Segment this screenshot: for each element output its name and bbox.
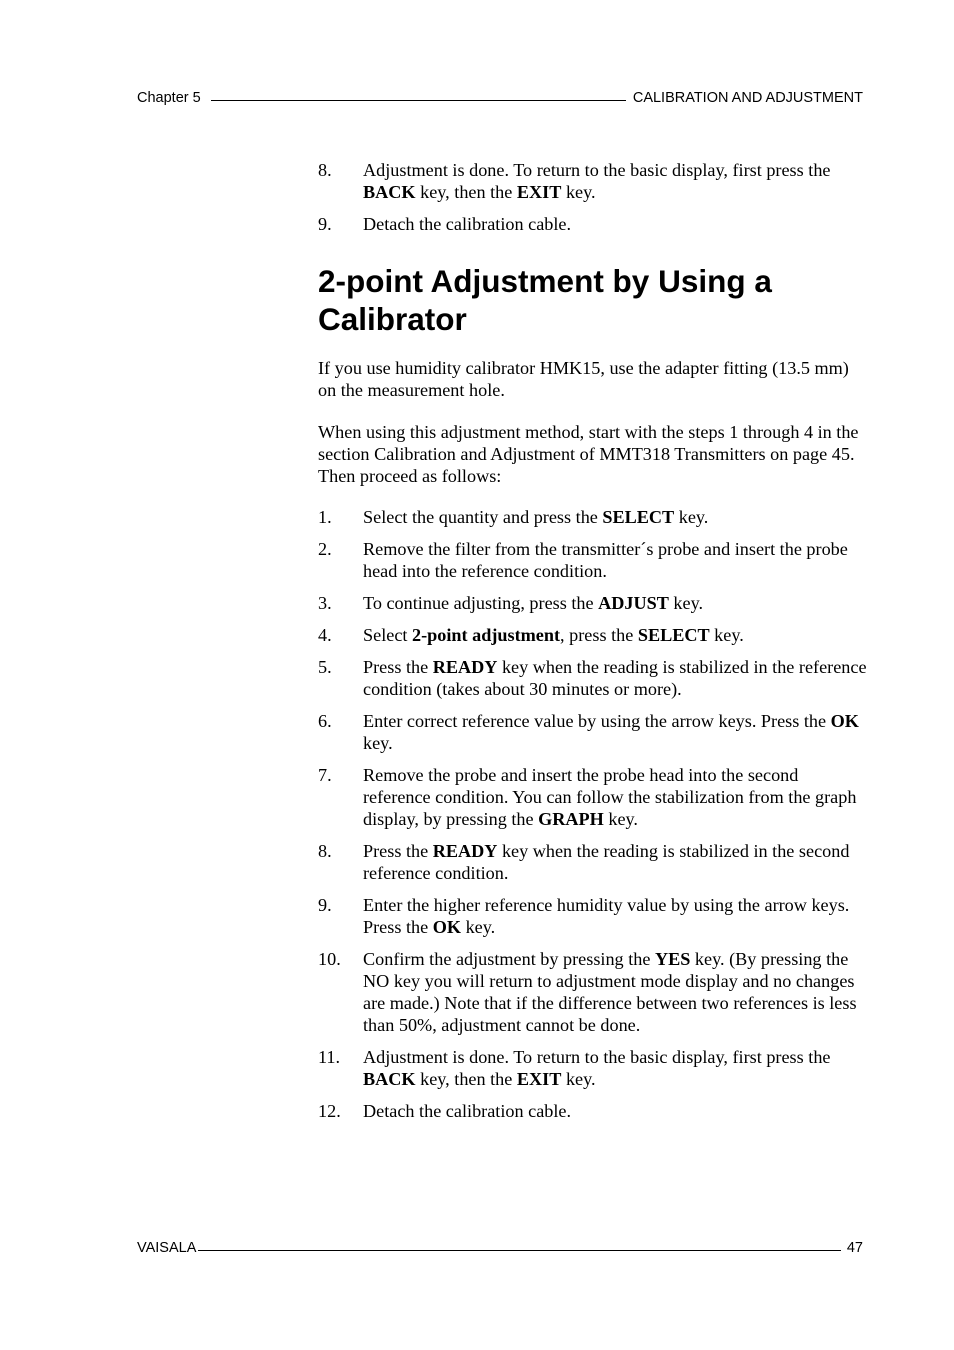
text-segment: key. (561, 1069, 596, 1089)
step-text (363, 538, 868, 582)
step-number: 1. (318, 507, 332, 527)
list-item (318, 656, 868, 700)
section-heading (318, 262, 878, 338)
key-name: GRAPH (538, 809, 604, 829)
step-text (363, 764, 868, 830)
list-item (318, 948, 868, 1036)
step-number: 6. (318, 711, 332, 731)
text-segment: Select (363, 625, 412, 645)
text-segment: Remove the probe and insert the probe head into the second reference condition. You can follow the stabilization from the graph display, by pressing the (363, 765, 857, 829)
text-segment: Remove the filter from the transmitter´s probe and insert the probe head into the reference condition. (363, 539, 848, 581)
step-number: 8. (318, 160, 332, 180)
step-text (363, 159, 868, 203)
key-name: 2-point adjustment (412, 625, 561, 645)
key-name: BACK (363, 182, 416, 202)
step-number: 8. (318, 841, 332, 861)
key-name: BACK (363, 1069, 416, 1089)
key-name: READY (432, 841, 498, 861)
text-segment: key. (603, 809, 638, 829)
step-number: 12. (318, 1101, 341, 1121)
step-number: 9. (318, 895, 332, 915)
text-segment: Enter correct reference value by using the arrow keys. Press the (363, 711, 831, 731)
list-item (318, 894, 868, 938)
text-segment: , press the (560, 625, 638, 645)
company-name: VAISALA (137, 1240, 197, 1256)
text-segment: key. (363, 733, 393, 753)
step-text (363, 894, 868, 938)
list-item (318, 840, 868, 884)
text-segment: Select the quantity and press the (363, 507, 603, 527)
text-segment: To continue adjusting, press the (363, 593, 599, 613)
step-number: 9. (318, 214, 332, 234)
key-name: SELECT (602, 507, 675, 527)
heading-line-1: 2-point Adjustment by Using a (318, 263, 772, 299)
text-segment: key. (461, 917, 496, 937)
list-item (318, 624, 868, 646)
top-step-list (318, 159, 868, 245)
section-title: CALIBRATION AND ADJUSTMENT (632, 90, 863, 106)
header-rule (211, 100, 626, 101)
text-segment: key, then the (415, 1069, 517, 1089)
heading-line-2: Calibrator (318, 301, 467, 337)
step-number: 4. (318, 625, 332, 645)
key-name: SELECT (637, 625, 710, 645)
step-text (363, 1046, 868, 1090)
page-number: 47 (846, 1240, 863, 1256)
step-number: 7. (318, 765, 332, 785)
list-item (318, 1046, 868, 1090)
list-item (318, 592, 868, 614)
text-segment: Enter the higher reference humidity value by using the arrow keys. Press the (363, 895, 850, 937)
text-segment: key. (By pressing the NO key you will return to adjustment mode display and no changes are made.) Note that if the difference between two references is less than 50%, adjustment cannot be done. (363, 949, 857, 1035)
key-name: OK (432, 917, 462, 937)
text-segment: key. (561, 182, 596, 202)
text-segment: key when the reading is stabilized in the second reference condition. (363, 841, 850, 883)
text-segment: key. (709, 625, 744, 645)
page-footer (137, 1240, 863, 1260)
step-text (363, 710, 868, 754)
key-name: ADJUST (598, 593, 669, 613)
step-number: 11. (318, 1047, 341, 1067)
step-text (363, 1100, 868, 1122)
list-item (318, 159, 868, 203)
list-item (318, 764, 868, 830)
list-item (318, 538, 868, 582)
adjustment-step-list (318, 506, 868, 1132)
list-item (318, 1100, 868, 1122)
step-text (363, 213, 868, 235)
intro-paragraph: If you use humidity calibrator HMK15, use the adapter fitting (13.5 mm) on the measurement hole. (318, 358, 849, 400)
step-number: 3. (318, 593, 332, 613)
key-name: YES (654, 949, 691, 969)
text-segment: Detach the calibration cable. (363, 214, 572, 234)
key-name: EXIT (516, 182, 562, 202)
step-text (363, 624, 868, 646)
list-item (318, 506, 868, 528)
text-segment: Press the (363, 841, 433, 861)
text-segment: key. (674, 507, 709, 527)
step-text (363, 840, 868, 884)
step-number: 5. (318, 657, 332, 677)
step-text (363, 592, 868, 614)
chapter-label: Chapter 5 (137, 90, 201, 106)
text-segment: Press the (363, 657, 433, 677)
footer-rule (198, 1250, 840, 1251)
text-segment: key. (668, 593, 704, 613)
step-text (363, 948, 868, 1036)
list-item (318, 213, 868, 235)
step-number: 2. (318, 539, 332, 559)
procedure-paragraph: When using this adjustment method, start with the steps 1 through 4 in the section Calibration and Adjustment of MMT318 Transmitters on page 45. Then proceed as follows: (318, 422, 859, 486)
key-name: EXIT (516, 1069, 562, 1089)
text-segment: Adjustment is done. To return to the basic display, first press the (363, 160, 831, 180)
list-item (318, 710, 868, 754)
step-text (363, 656, 868, 700)
text-segment: Adjustment is done. To return to the basic display, first press the (363, 1047, 831, 1067)
key-name: OK (830, 711, 859, 731)
text-segment: key, then the (415, 182, 517, 202)
text-segment: Confirm the adjustment by pressing the (363, 949, 655, 969)
page-header (137, 90, 863, 110)
step-number: 10. (318, 949, 341, 969)
text-segment: Detach the calibration cable. (363, 1101, 572, 1121)
key-name: READY (432, 657, 498, 677)
step-text (363, 506, 868, 528)
text-segment: key when the reading is stabilized in the reference condition (takes about 30 minutes or more). (363, 657, 867, 699)
